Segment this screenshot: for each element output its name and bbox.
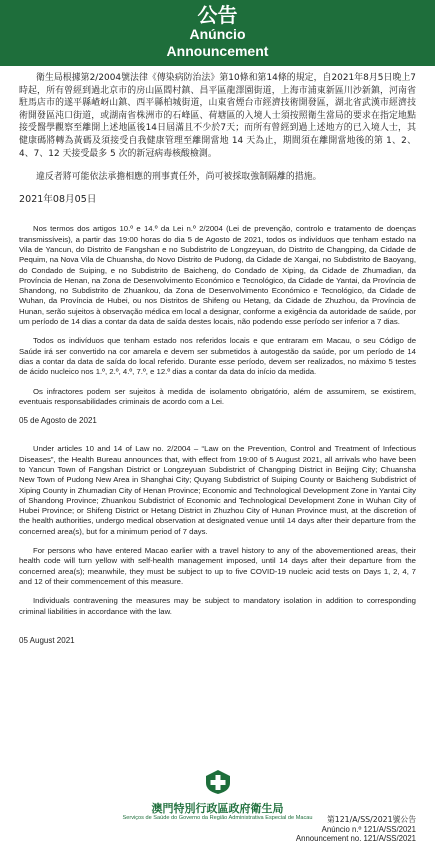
pt-paragraph-3: Os infractores podem ser sujeitos à medida de isolamento obrigatório, além de assumirem, se existirem, eventuais responsabilidades criminais de acordo com a Lei. xyxy=(19,386,416,406)
announcement-header xyxy=(0,0,435,66)
title-pt: Anúncio xyxy=(189,26,246,42)
announcement-body xyxy=(0,66,435,646)
zh-paragraph-1: 衛生局根據第2/2004號法律《傳染病防治法》第10條和第14條的規定，自2021年8月5日晚上7時起，所有曾經到過北京市的房山區閻村鎮、昌平區龍澤園街道，上海市浦東新區川沙新鎮，河南省駐馬店市的遂平縣嵖岈山鎮、西平縣柏城街道，山東省煙台市經濟技術開發區，湖北省武漢市經濟技術開發區沌口街道，或湖南省株洲市的石峰區、荷塘區的入境人士須按照衛生當局的要求在指定地點接受醫學觀察至離開上述地區後14日屆滿且不少於7天；而所有曾經到過上述地方的已入境人士，其健康碼將轉為黃碼及須接受自我健康管理至離開當地 14 天為止，期間須在離開當地後的第 1、2、4、7、12 天接受最多 5 次的新冠病毒核酸檢測。 xyxy=(19,73,416,159)
reference-zh: 第121/A/SS/2021號公告 xyxy=(326,815,416,824)
title-zh: 公告 xyxy=(197,3,238,27)
zh-paragraph-2: 違反者將可能依法承擔相應的刑事責任外，尚可被採取強制隔離的措施。 xyxy=(36,172,322,183)
en-paragraph-2: For persons who have entered Macao earlier with a travel history to any of the abovementioned areas, their health code will turn yellow with self-health management imposed, until 14 days after their departure from the concerned area(s); meanwhile, they must be subject to up to five COVID-19 nucleic acid tests on Days 1, 2, 4, 7 and 12 of their commencement of this measure. xyxy=(19,546,416,586)
reference-pt: Anúncio n.º 121/A/SS/2021 xyxy=(321,824,416,834)
org-name-pt: Serviços de Saúde do Governo da Região Administrativa Especial de Macau xyxy=(122,815,313,821)
announcement-reference xyxy=(296,815,416,844)
pt-paragraph-2: Todos os indivíduos que tenham estado nos referidos locais e que entraram em Macau, o seu Código de Saúde irá ser convertido na cor amarela e devem ser submetidos à autogestão da saúde, por um período de 14 dias a contar da data de saída do local referido. Durante esse período, devem ser realizados, no máximo 5 testes de ácido nucleico nos 1.º, 2.º, 4.º, 7.º, e 12.º dias a contar da data do início da medida. xyxy=(19,336,416,377)
en-date: 05 August 2021 xyxy=(19,635,75,645)
zh-date: 2021年08月05日 xyxy=(19,193,97,205)
pt-paragraph-1: Nos termos dos artigos 10.º e 14.º da Lei n.º 2/2004 (Lei de prevenção, controlo e tratamento de doenças transmissíveis), a partir das 19:00 horas do dia 5 de Agosto de 2021, todos os indivíduos que tenham estado na Vila de Yancun, do Distrito de Fangshan e no Subdistrito de Longzeyuan, do Distrito de Changping, da Cidade de Pequim, na Nova Vila de Chuansha, do Novo Distrito de Pudong, da Cidade de Xangai, no Subdistrito de Baoyang, do Condado de Suiping, e no Subdistrito de Baicheng, do Condado de Xiping, da Cidade de Zhumadian, da Província de Henan, na Zona de Desenvolvimento Económico e Tecnológico, da Cidade de Yantai, da Província de Shandong, no Subdistrito de Zhuankou, da Zona de Desenvolvimento Económico e Tecnológico, da Cidade de Wuhan, da Província de Hubei, ou nos Distritos de Shifeng ou Hetang, da Cidade de Zhuzhou, da Província de Hunan, serão sujeitos à observação médica em local a designar, conforme a exigência da autoridade de saúde, por um período de 14 dias a contar da data de saída destes locais, não podendo esse período ser inferior a 7 dias. xyxy=(19,224,416,327)
en-paragraph-1: Under articles 10 and 14 of Law no. 2/2004 – “Law on the Prevention, Control and Treatment of Infectious Diseases”, the Health Bureau announces that, with effect from 19:00 of 5 August 2021, all arrivals who have been to Yancun Town of Fangshan District or Longzeyuan Subdistrict of Changping District in Beijing City; Chuansha New Town of Pudong New Area in Shanghai City; Quyang Subdistrict of Suiping County or Baicheng Subdistrict of Xiping County in Zhumadian City of Henan Province; Economic and Technological Development Zone in Yantai City of Shandong Province; Zhuankou Subdistrict of Economic and Technological Development Zone in Wuhan City of Hubei Province; or Shifeng District or Hetang District in Zhuzhou City of Hunan Province must, at the discretion of the health authorities, undergo medical observation at designated venue until 14 days after their departure from the concerned area(s), but for a minimum period of 7 days. xyxy=(19,444,416,536)
en-paragraph-3: Individuals contravening the measures may be subject to mandatory isolation in addition to corresponding criminal liabilities in accordance with the law. xyxy=(19,596,416,616)
pt-date: 05 de Agosto de 2021 xyxy=(19,416,97,426)
title-en: Announcement xyxy=(166,43,269,59)
macao-health-bureau-emblem-icon xyxy=(203,769,233,795)
org-name-zh: 澳門特別行政區政府衛生局 xyxy=(151,802,284,815)
reference-en: Announcement no. 121/A/SS/2021 xyxy=(295,834,416,844)
